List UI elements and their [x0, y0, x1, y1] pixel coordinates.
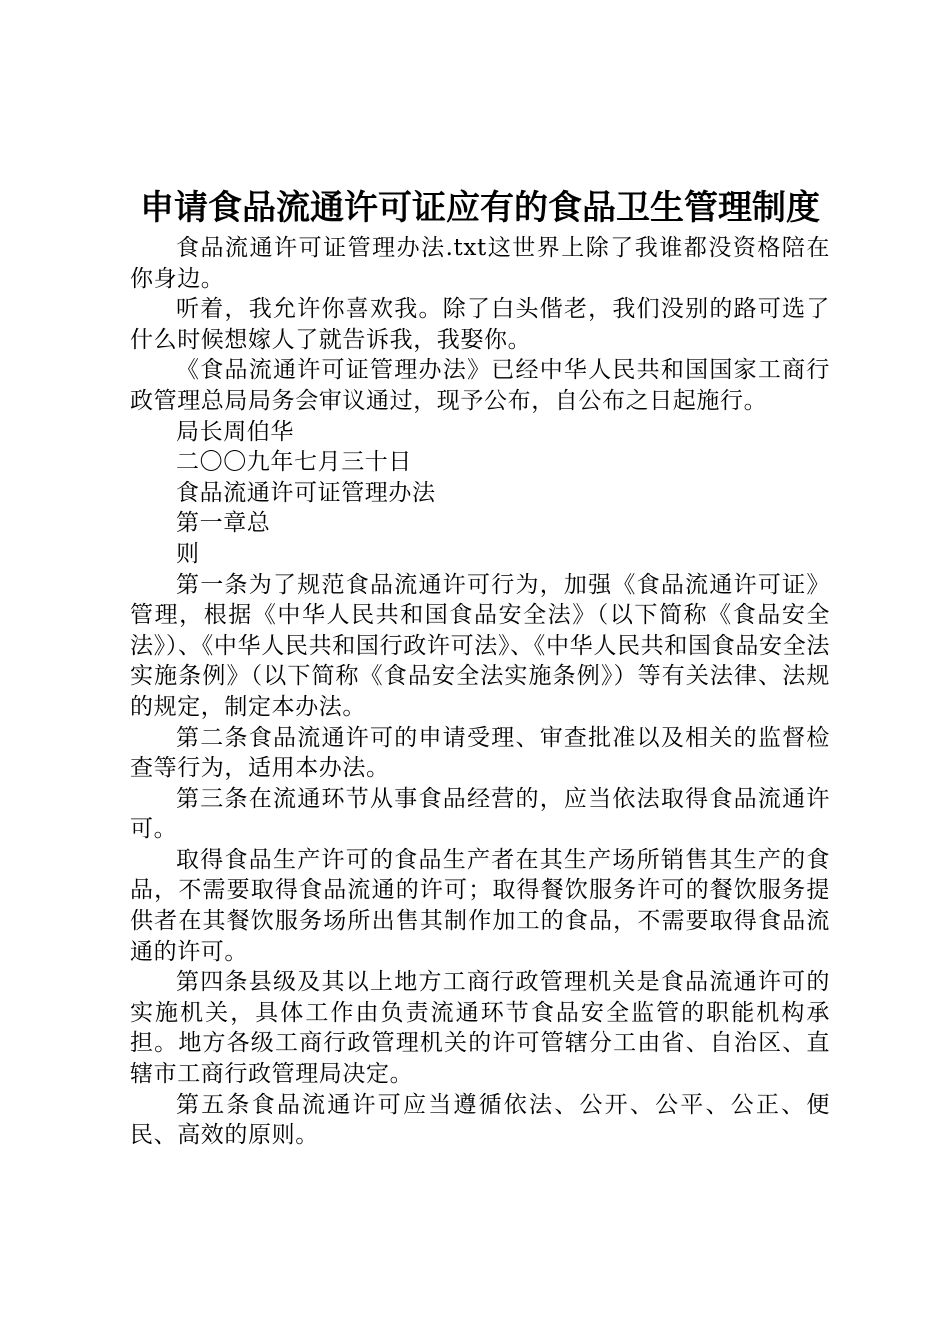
chapter-heading-line: 第一章总 — [176, 510, 271, 537]
article-paragraph: 第二条食品流通许可的申请受理、审查批准以及相关的监督检查等行为，适用本办法。 — [130, 724, 830, 782]
document-title: 申请食品流通许可证应有的食品卫生管理制度 — [140, 188, 820, 228]
signatory-line: 局长周伯华 — [176, 418, 294, 445]
paragraph: 《食品流通许可证管理办法》已经中华人民共和国国家工商行政管理总局局务会审议通过，现予公布，自公布之日起施行。 — [130, 357, 830, 414]
regulation-title-line: 食品流通许可证管理办法 — [176, 479, 436, 506]
article-paragraph: 第一条为了规范食品流通许可行为，加强《食品流通许可证》管理，根据《中华人民共和国食品安全法》（以下简称《食品安全法》）、《中华人民共和国行政许可法》、《中华人民共和国食品安全法实施条例》（以下简称《食品安全法实施条例》）等有关法律、法规的规定，制定本办法。 — [130, 571, 830, 720]
document-body — [130, 233, 830, 1151]
paragraph: 听着，我允许你喜欢我。除了白头偕老，我们没别的路可选了什么时候想嫁人了就告诉我，我娶你。 — [130, 296, 830, 353]
article-paragraph: 取得食品生产许可的食品生产者在其生产场所销售其生产的食品，不需要取得食品流通的许可；取得餐饮服务许可的餐饮服务提供者在其餐饮服务场所出售其制作加工的食品，不需要取得食品流通的许可。 — [130, 846, 830, 965]
article-paragraph: 第三条在流通环节从事食品经营的，应当依法取得食品流通许可。 — [130, 785, 830, 843]
date-line: 二〇〇九年七月三十日 — [176, 449, 412, 476]
chapter-heading-line: 则 — [176, 540, 200, 567]
paragraph: 食品流通许可证管理办法.txt这世界上除了我谁都没资格陪在你身边。 — [130, 235, 830, 292]
article-paragraph: 第五条食品流通许可应当遵循依法、公开、公平、公正、便民、高效的原则。 — [130, 1091, 830, 1149]
article-paragraph: 第四条县级及其以上地方工商行政管理机关是食品流通许可的实施机关，具体工作由负责流通环节食品安全监管的职能机构承担。地方各级工商行政管理机关的许可管辖分工由省、自治区、直辖市工商行政管理局决定。 — [130, 969, 830, 1088]
